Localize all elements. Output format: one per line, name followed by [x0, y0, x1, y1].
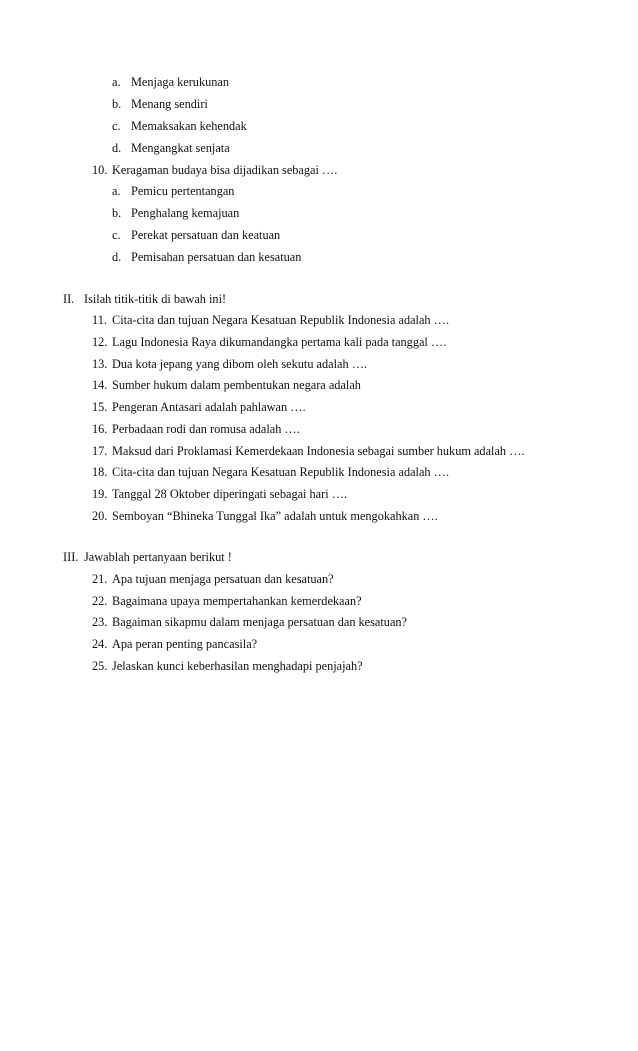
option-text: Memaksakan kehendak	[131, 119, 247, 133]
q10-option-a	[112, 183, 234, 199]
q9-option-a	[112, 74, 229, 90]
question-text: Dua kota jepang yang dibom oleh sekutu adalah ….	[112, 357, 368, 371]
question-20	[92, 508, 438, 524]
question-number: 25.	[92, 659, 108, 673]
option-label: c.	[112, 119, 121, 133]
question-number: 24.	[92, 637, 108, 651]
option-text: Menang sendiri	[131, 97, 208, 111]
q9-option-b	[112, 96, 208, 112]
q9-option-d	[112, 140, 230, 156]
section-title: Isilah titik-titik di bawah ini!	[84, 292, 227, 306]
question-text: Apa peran penting pancasila?	[112, 637, 258, 651]
question-text: Cita-cita dan tujuan Negara Kesatuan Republik Indonesia adalah ….	[112, 465, 450, 479]
question-text: Maksud dari Proklamasi Kemerdekaan Indonesia sebagai sumber hukum adalah ….	[112, 444, 525, 458]
question-19	[92, 486, 347, 502]
question-15	[92, 399, 306, 415]
option-label: d.	[112, 141, 122, 155]
question-24	[92, 636, 257, 652]
question-text: Jelaskan kunci keberhasilan menghadapi penjajah?	[112, 659, 363, 673]
question-text: Tanggal 28 Oktober diperingati sebagai hari ….	[112, 487, 348, 501]
question-text: Sumber hukum dalam pembentukan negara adalah	[112, 378, 361, 392]
question-12	[92, 334, 446, 350]
question-number: 11.	[92, 313, 107, 327]
question-number: 12.	[92, 335, 108, 349]
question-number: 19.	[92, 487, 108, 501]
question-number: 21.	[92, 572, 108, 586]
option-text: Perekat persatuan dan keatuan	[131, 228, 281, 242]
question-number: 22.	[92, 594, 108, 608]
option-text: Mengangkat senjata	[131, 141, 230, 155]
question-17	[92, 443, 525, 459]
question-text: Pengeran Antasari adalah pahlawan ….	[112, 400, 306, 414]
section-title: Jawablah pertanyaan berikut !	[84, 550, 232, 564]
question-text: Bagaiman sikapmu dalam menjaga persatuan dan kesatuan?	[112, 615, 408, 629]
q10-option-c	[112, 227, 280, 243]
question-number: 14.	[92, 378, 108, 392]
section-label: III.	[63, 550, 79, 564]
question-10	[92, 162, 337, 178]
question-text: Keragaman budaya bisa dijadikan sebagai ….	[112, 163, 338, 177]
question-number: 18.	[92, 465, 108, 479]
question-14	[92, 377, 361, 393]
question-21	[92, 571, 334, 587]
q9-option-c	[112, 118, 247, 134]
question-16	[92, 421, 300, 437]
option-label: a.	[112, 184, 121, 198]
q10-option-d	[112, 249, 301, 265]
question-23	[92, 614, 407, 630]
question-number: 13.	[92, 357, 108, 371]
question-number: 10.	[92, 163, 108, 177]
question-number: 15.	[92, 400, 108, 414]
question-11	[92, 312, 449, 328]
q10-option-b	[112, 205, 239, 221]
section-3-heading	[63, 549, 232, 565]
option-label: c.	[112, 228, 121, 242]
option-label: a.	[112, 75, 121, 89]
question-text: Apa tujuan menjaga persatuan dan kesatuan?	[112, 572, 334, 586]
option-text: Pemisahan persatuan dan kesatuan	[131, 250, 302, 264]
question-text: Bagaimana upaya mempertahankan kemerdekaan?	[112, 594, 362, 608]
section-2-heading	[63, 291, 226, 307]
question-number: 20.	[92, 509, 108, 523]
question-text: Perbadaan rodi dan romusa adalah ….	[112, 422, 300, 436]
option-label: b.	[112, 206, 122, 220]
option-text: Menjaga kerukunan	[131, 75, 229, 89]
question-18	[92, 464, 449, 480]
question-22	[92, 593, 362, 609]
option-text: Penghalang kemajuan	[131, 206, 240, 220]
question-text: Cita-cita dan tujuan Negara Kesatuan Republik Indonesia adalah ….	[112, 313, 450, 327]
question-13	[92, 356, 367, 372]
question-number: 16.	[92, 422, 108, 436]
option-text: Pemicu pertentangan	[131, 184, 235, 198]
question-25	[92, 658, 363, 674]
question-number: 23.	[92, 615, 108, 629]
question-number: 17.	[92, 444, 108, 458]
section-label: II.	[63, 292, 75, 306]
question-text: Semboyan “Bhineka Tunggal Ika” adalah untuk mengokahkan ….	[112, 509, 438, 523]
option-label: b.	[112, 97, 122, 111]
question-text: Lagu Indonesia Raya dikumandangka pertama kali pada tanggal ….	[112, 335, 447, 349]
option-label: d.	[112, 250, 122, 264]
